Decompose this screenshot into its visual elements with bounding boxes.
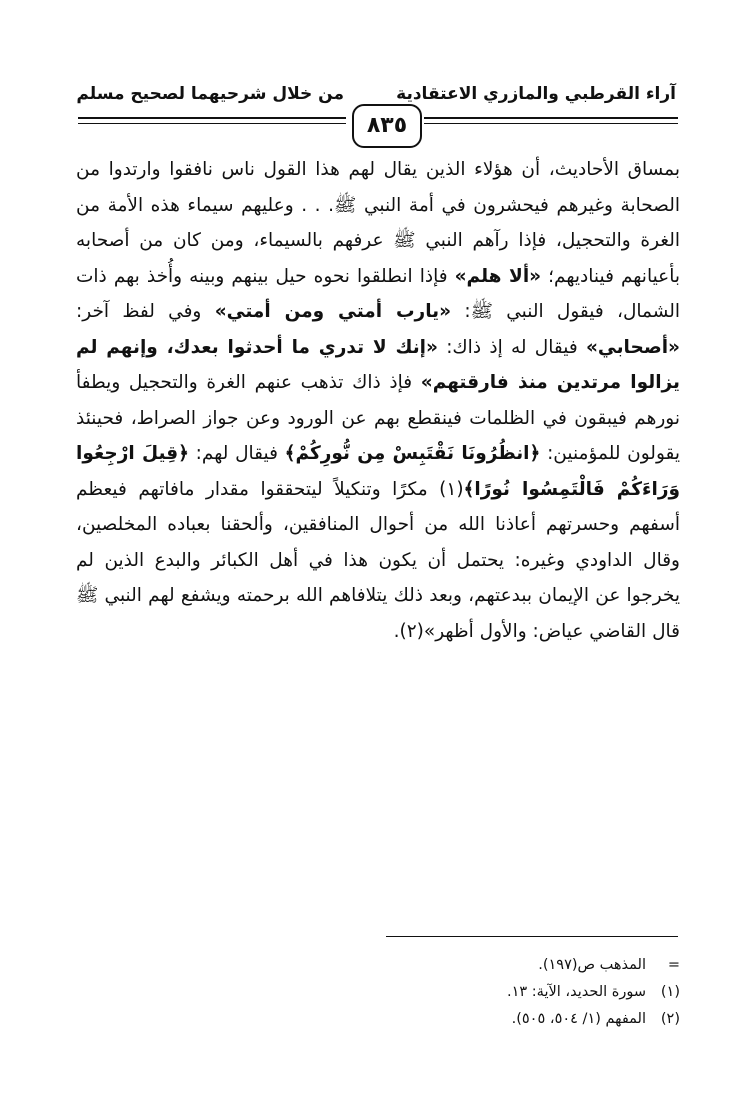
body-text-run: فإذ ذاك تذهب عنهم الغرة والتحجيل ويطفأ نورهم فيبقون في الظلمات فينقطع بهم عن الورود وعن جواز الصراط، فحينئذ يقولون للمؤمنين: xyxy=(76,372,681,464)
body-text-run: فيقال له إذ ذاك: xyxy=(437,336,586,358)
body-text-run: فيقال لهم: xyxy=(188,443,285,464)
quoted-text: «أصحابي» xyxy=(585,336,681,358)
footnote-item xyxy=(440,979,680,1006)
header-rule-left-thin xyxy=(78,123,346,124)
body-text-run: (١) مكرًا وتنكيلاً ليتحققوا مقدار مافاتهم فيعظم أسفهم وحسرتهم أعاذنا الله من أحوال المنافقين، وألحقنا بعباده المخلصين، وقال الداودي وغيره: يحتمل أن يكون هذا في أهل الكبائر والبدع الذين لم يخرجوا عن الإيمان ببدعتهم، وبعد ذلك يتلافاهم الله برحمته ويشفع لهم النبي ﷺ قال القاضي عياض: والأول أظهر»(٢). xyxy=(76,478,680,642)
body-text-run: وفي لفظ آخر: xyxy=(76,301,215,322)
footnote-text: المفهم (١/ ٥٠٤، ٥٠٥). xyxy=(511,1011,646,1027)
footnote-divider xyxy=(386,936,678,937)
header-rule-right-thin xyxy=(424,123,678,124)
page-number: ٨٣٥ xyxy=(352,104,422,148)
quoted-text: «ألا هلم» xyxy=(454,265,542,287)
footnote-item xyxy=(440,952,680,979)
footnote-mark: (١) xyxy=(660,984,680,1000)
quoted-text: ﴿انظُرُونَا نَقْتَبِسْ مِن نُّورِكُمْ﴾ xyxy=(284,443,541,464)
footnote-mark: (٢) xyxy=(660,1011,680,1027)
body-text-run: بمساق الأحاديث، أن هؤلاء الذين يقال لهم هذا القول ناس نافقوا وارتدوا من الصحابة وغيرهم فيحشرون في أمة النبي ﷺ. . . وعليهم سيماء هذه الأمة من الغرة والتحجيل، فإذا رآهم النبي ﷺ عرفهم بالسيماء، ومن كان من أصحابه بأعيانهم فيناديهم؛ xyxy=(76,159,680,287)
quoted-text: «إنك لا تدري ما أحدثوا بعدك، وإنهم لم يزالوا مرتدين منذ فارقتهم» xyxy=(76,336,680,393)
footnote-item xyxy=(440,1006,680,1033)
header-rule-right xyxy=(424,117,678,119)
body-text xyxy=(76,152,680,649)
header-subtitle: من خلال شرحيهما لصحيح مسلم xyxy=(76,84,344,104)
quoted-text: ﴿قِيلَ ارْجِعُوا وَرَاءَكُمْ فَالْتَمِسُوا نُورًا﴾ xyxy=(76,443,681,500)
body-text-run: فإذا انطلقوا نحوه حيل بينهم وبينه وأُخذ بهم ذات الشمال، فيقول النبي ﷺ: xyxy=(76,265,681,322)
body-paragraph xyxy=(76,152,680,649)
header-rule-left xyxy=(78,117,346,119)
footnote-mark: = xyxy=(667,957,680,973)
header-title: آراء القرطبي والمازري الاعتقادية xyxy=(396,84,676,104)
footnote-text: سورة الحديد، الآية: ١٣. xyxy=(507,984,646,1000)
footnote-text: المذهب ص(١٩٧). xyxy=(538,957,646,973)
quoted-text: «يارب أمتي ومن أمتي» xyxy=(214,301,452,322)
footnotes xyxy=(440,952,680,1033)
